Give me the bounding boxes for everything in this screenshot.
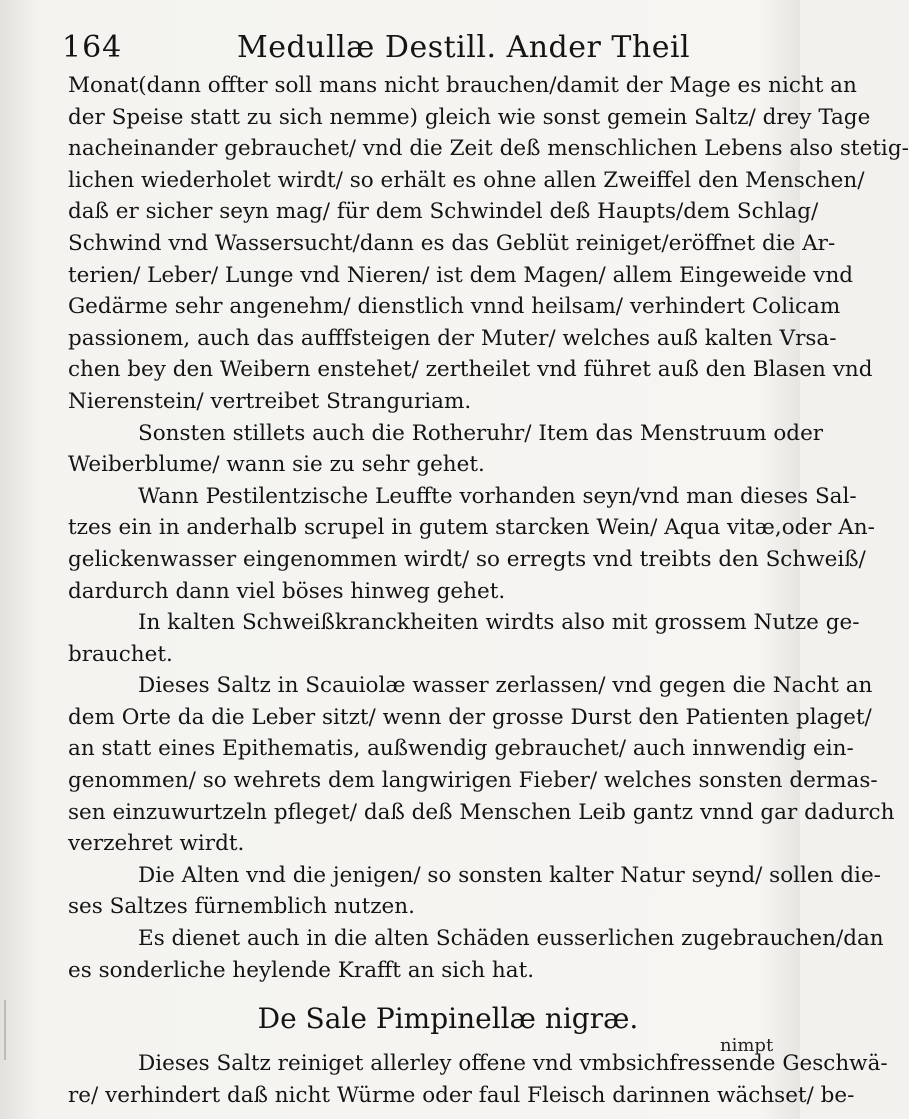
text-line: lichen wiederholet wirdt/ so erhält es ohne allen Zweiffel den Menschen/	[68, 167, 865, 193]
text-line: Gedärme sehr angenehm/ dienstlich vnnd heilsam/ verhindert Colicam	[68, 294, 841, 320]
text-line: Es dienet auch in die alten Schäden eusserlichen zugebrauchen/dan	[138, 926, 884, 952]
text-line: Monat(dann offter soll mans nicht brauchen/damit der Mage es nicht an	[68, 73, 857, 98]
text-line: terien/ Leber/ Lunge vnd Nieren/ ist dem Magen/ allem Eingeweide vnd	[68, 262, 854, 288]
text-line: daß er sicher seyn mag/ für dem Schwindel deß Haupts/dem Schlag/	[68, 199, 819, 225]
text-line: passionem, auch das aufffsteigen der Muter/ welches auß kalten Vrsa-	[68, 325, 837, 351]
text-line: brauchet.	[68, 641, 173, 667]
text-line: Dieses Saltz in Scauiolæ wasser zerlassen/ vnd gegen die Nacht an	[138, 673, 873, 699]
body-text	[68, 70, 909, 1111]
text-line: verzehret wirdt.	[68, 831, 245, 857]
text-line: der Speise statt zu sich nemme) gleich wie sonst gemein Saltz/ drey Tage	[68, 104, 871, 130]
text-line: In kalten Schweißkranckheiten wirdts also mit grossem Nutze ge-	[138, 610, 860, 636]
page-edge-shadow	[4, 1000, 6, 1060]
text-line: ses Saltzes fürnemblich nutzen.	[68, 894, 415, 920]
text-line: nacheinander gebrauchet/ vnd die Zeit deß menschlichen Lebens also stetig-	[68, 136, 909, 162]
running-title: Medullæ Destill. Ander Theil	[237, 30, 691, 65]
text-line: Sonsten stillets auch die Rotheruhr/ Item das Menstruum oder	[138, 420, 824, 446]
text-line: Weiberblume/ wann sie zu sehr gehet.	[68, 452, 485, 478]
text-line: tzes ein in anderhalb scrupel in gutem starcken Wein/ Aqua vitæ,oder An-	[68, 515, 875, 541]
text-line: es sonderliche heylende Krafft an sich hat.	[68, 957, 535, 983]
text-line: dardurch dann viel böses hinweg gehet.	[68, 578, 506, 604]
text-line: chen bey den Weibern enstehet/ zertheilet vnd führet auß den Blasen vnd	[68, 357, 873, 383]
text-line: gelickenwasser eingenommen wirdt/ so erregts vnd treibts den Schweiß/	[68, 546, 866, 572]
text-line: dem Orte da die Leber sitzt/ wenn der grosse Durst den Patienten plaget/	[68, 704, 872, 730]
text-line: Die Alten vnd die jenigen/ so sonsten kalter Natur seynd/ sollen die-	[138, 862, 881, 888]
text-line: Dieses Saltz reiniget allerley offene vnd vmbsichfressende Geschwä-	[138, 1051, 888, 1077]
text-line: an statt eines Epithematis, außwendig gebrauchet/ auch innwendig ein-	[68, 736, 854, 762]
text-line: Wann Pestilentzische Leuffte vorhanden seyn/vnd man dieses Sal-	[138, 483, 857, 509]
page-header	[62, 24, 760, 68]
text-line: Nierenstein/ vertreibet Stranguriam.	[68, 388, 472, 414]
catchword: nimpt	[720, 1035, 774, 1056]
text-line: re/ verhindert daß nicht Würme oder faul Fleisch darinnen wächset/ be-	[68, 1082, 855, 1108]
text-line: Schwind vnd Wassersucht/dann es das Geblüt reiniget/eröffnet die Ar-	[68, 230, 836, 256]
text-line: sen einzuwurtzeln pfleget/ daß deß Menschen Leib gantz vnnd gar dadurch	[68, 799, 895, 825]
text-line: genommen/ so wehrets dem langwirigen Fieber/ welches sonsten dermas-	[68, 768, 878, 794]
section-heading: De Sale Pimpinellæ nigræ.	[257, 1002, 639, 1036]
page-number: 164	[62, 30, 123, 65]
